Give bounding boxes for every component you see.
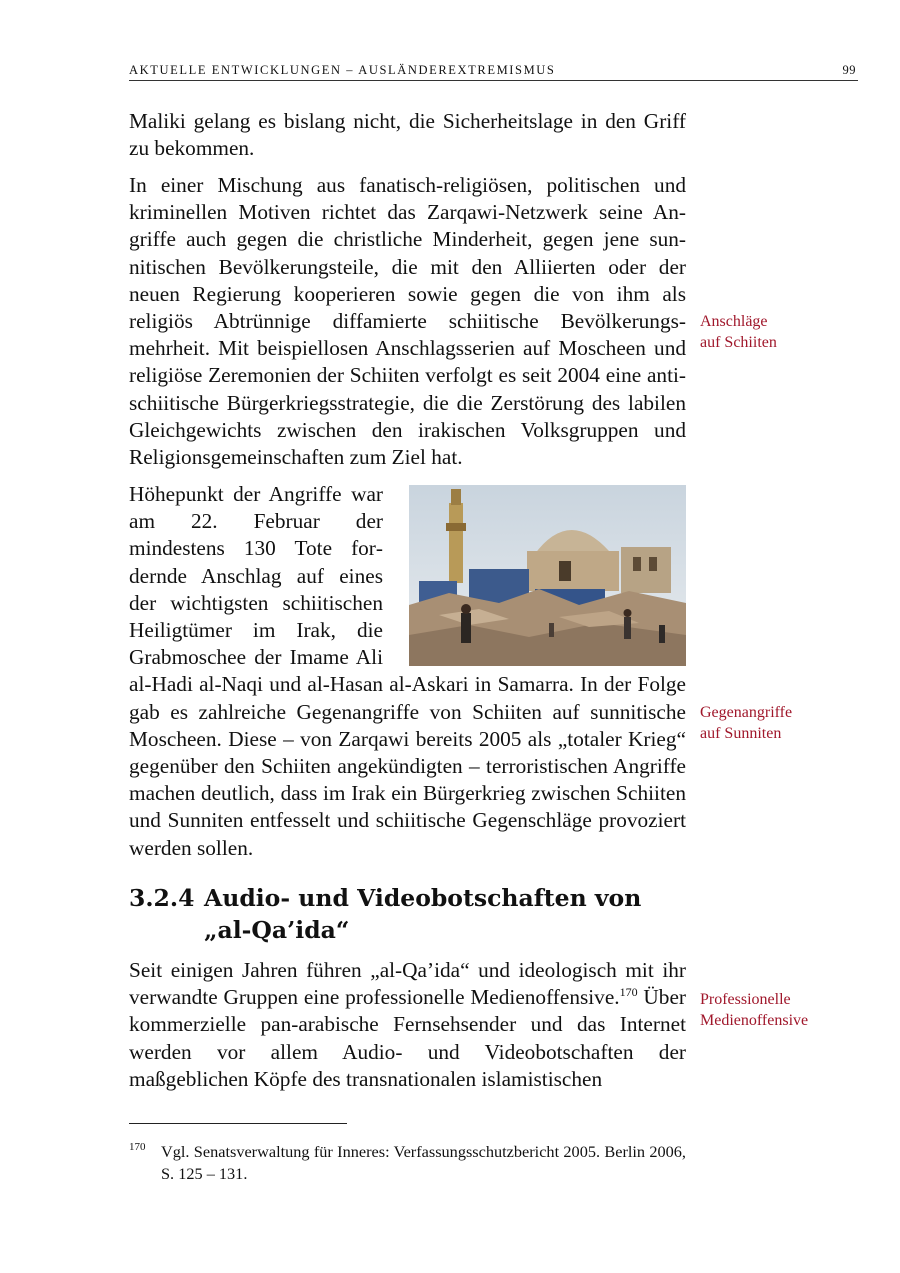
paragraph-intro-text: Maliki gelang es bislang nicht, die Sicherheitslage in den Griff zu bekommen. <box>129 109 686 161</box>
footnote-reference[interactable]: 170 <box>619 985 638 1000</box>
paragraph-samarra-attack-text: Höhepunkt der Angriffe war am 22. Februar der mindestens 130 Tote fordernde Anschlag auf eines der wichtigsten schiitischen Heiligtümer im Irak, die Grabmoschee der Imame Ali al-Hadi al-Naqi und al-Hasan al-Askari in Samarra. In der Folge gab es zahlreiche Gegenangriffe von Schiiten auf sunnitische Moscheen. Diese – von Zarqawi bereits 2005 als „totaler Krieg“ gegenüber den Schiiten angekündigten – terroristischen Angriffe machen deutlich, dass im Irak ein Bürgerkrieg zwischen Schiiten und Sunniten entfesselt und schiitische Gegenschläge provoziert werden sollen. <box>129 482 686 860</box>
footnote <box>129 1141 686 1185</box>
section-title-line1: Audio- und Videobotschaften von <box>204 884 642 912</box>
margin-note-line: Professionelle <box>700 991 791 1008</box>
margin-note-line: Medienoffensive <box>700 1012 809 1029</box>
paragraph-media-offensive-part2: Über kommerzielle pan-arabische Fernsehsender und das Internet werden vor allem Audio- und Videobotschaften der maßgeblichen Köpfe des transnationalen islamistischen <box>129 985 686 1091</box>
margin-note-line: auf Schiiten <box>700 334 777 351</box>
footnote-divider <box>129 1123 347 1124</box>
footnote-number: 170 <box>129 1141 146 1153</box>
running-header <box>129 62 858 81</box>
footnote-text: Vgl. Senatsverwaltung für Inneres: Verfassungsschutzbericht 2005. Berlin 2006, S. 125 – 131. <box>161 1142 686 1183</box>
paragraph-media-offensive <box>129 957 686 1093</box>
running-title: AKTUELLE ENTWICKLUNGEN – AUSLÄNDEREXTREMISMUS <box>129 63 556 77</box>
paragraph-zarqawi-network <box>129 172 686 471</box>
margin-note-line: Gegenangriffe <box>700 704 793 721</box>
margin-note-line: Anschläge <box>700 313 768 330</box>
margin-note-media-offensive <box>700 989 870 1031</box>
mosque-ruins-photo <box>409 485 686 666</box>
paragraph-zarqawi-network-text: In einer Mischung aus fanatisch-religiösen, politischen und kriminellen Motiven richtet das Zarqawi-Netzwerk seine Angriffe auch gegen die christliche Minderheit, gegen jene sunnitischen Bevölkerungsteile, die mit den Alliierten oder der neuen Regierung kooperieren sowie gegen die von ihm als religiös Abtrünnige diffamierte schiitische Bevölkerungsmehrheit. Mit beispiellosen Anschlagsserien auf Moscheen und religiöse Zeremonien der Schiiten verfolgt es seit 2004 eine anti-schiitische Bürgerkriegsstrategie, die die Zerstörung des labilen Gleichgewichts zwischen den irakischen Volksgruppen und Religionsgemeinschaften zum Ziel hat. <box>129 173 686 470</box>
section-title-line2: „al-Qa’ida“ <box>204 916 350 944</box>
paragraph-samarra-attack <box>129 481 686 862</box>
section-number: 3.2.4 <box>129 884 195 912</box>
paragraph-media-offensive-part1: Seit einigen Jahren führen „al-Qa’ida“ und ideologisch mit ihr verwandte Gruppen eine professionelle Medienoffensive. <box>129 958 686 1010</box>
paragraph-media-offensive-text <box>129 957 686 1093</box>
margin-note-line: auf Sunniten <box>700 725 782 742</box>
page-number: 99 <box>842 63 856 77</box>
margin-note-attacks-shiites <box>700 311 870 353</box>
margin-note-counterattacks-sunnis <box>700 702 870 744</box>
paragraph-intro <box>129 108 686 162</box>
